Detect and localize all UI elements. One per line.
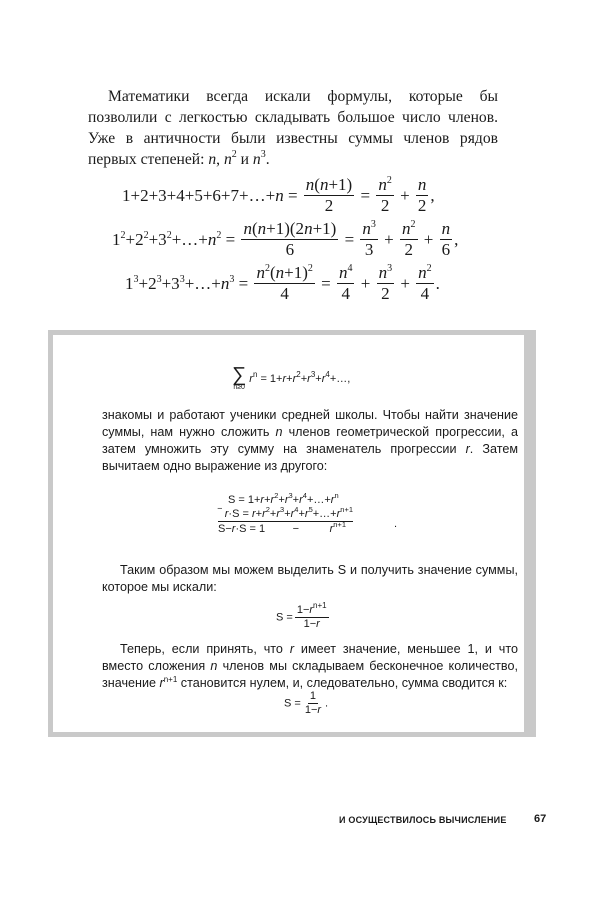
- formula-sum-infinite: S = $\frac{1}{1-r}$ .: [284, 690, 329, 716]
- formula-geometric-series: ∑ n≥0 $r^n$ = $1+r+r^2+r^3+r^4+\dots$,: [232, 364, 351, 391]
- running-footer-title: И ОСУЩЕСТВИЛОСЬ ВЫЧИСЛЕНИЕ: [339, 815, 507, 825]
- box-paragraph-3: Теперь, если принять, что r имеет значение, меньшее 1, и что вместо сложения n членов мы складываем бесконечное количество, значение $r^{n+1}$ становится нулем, и, следовательно, сумма сводится к:: [102, 642, 518, 690]
- page-number: 67: [534, 813, 547, 825]
- box-paragraph-2: Таким образом мы можем выделить S и получить значение суммы, которое мы искали:: [102, 563, 518, 594]
- formula-sum-n-squared: $1^2+2^2+3^2+\dots+n^2$ = $\frac{n(n+1)(2n+1)}{6}$ = $\frac{n^3}{3}$ + $\frac{n^2}{2}$ + $\frac{n}{6}$ ,: [112, 219, 459, 259]
- intro-paragraph: Математики всегда искали формулы, которые бы позволили с легкостью складывать большое число членов. Уже в античности были известны суммы членов рядов первых степеней: n, $n^2$ и $n^3$.: [88, 88, 498, 168]
- formula-subtraction: $S = 1+r+r^2+r^3+r^4+\dots+r^n$ ‾ $r\cdot S = r+r^2+r^3+r^4+r^5+\dots+r^{n+1}$ S−r·S = 1 − $r^{n+1}$: [218, 491, 354, 535]
- box-paragraph-1: знакомы и работают ученики средней школы. Чтобы найти значение суммы, нам нужно сложить n членов геометрической прогрессии, а затем умножить эту сумму на знаменатель прогрессии r. Затем вычитаем одно выражение из другого:: [102, 408, 518, 473]
- formula-sum-n: 1+2+3+4+5+6+7+…+n = $\frac{n(n+1)}{2}$ = $\frac{n^2}{2}$ + $\frac{n}{2}$ ,: [122, 175, 435, 215]
- formula-sum-finite: S = $\frac{1-r^{n+1}}{1-r}$: [276, 601, 327, 630]
- formula-sum-n-cubed: $1^3+2^3+3^3+\dots+n^3$ = $\frac{n^2(n+1)^2}{4}$ = $\frac{n^4}{4}$ + $\frac{n^3}{2}$ + $\frac{n^2}{4}$ .: [125, 263, 440, 303]
- formula-subtraction-period: .: [394, 518, 398, 530]
